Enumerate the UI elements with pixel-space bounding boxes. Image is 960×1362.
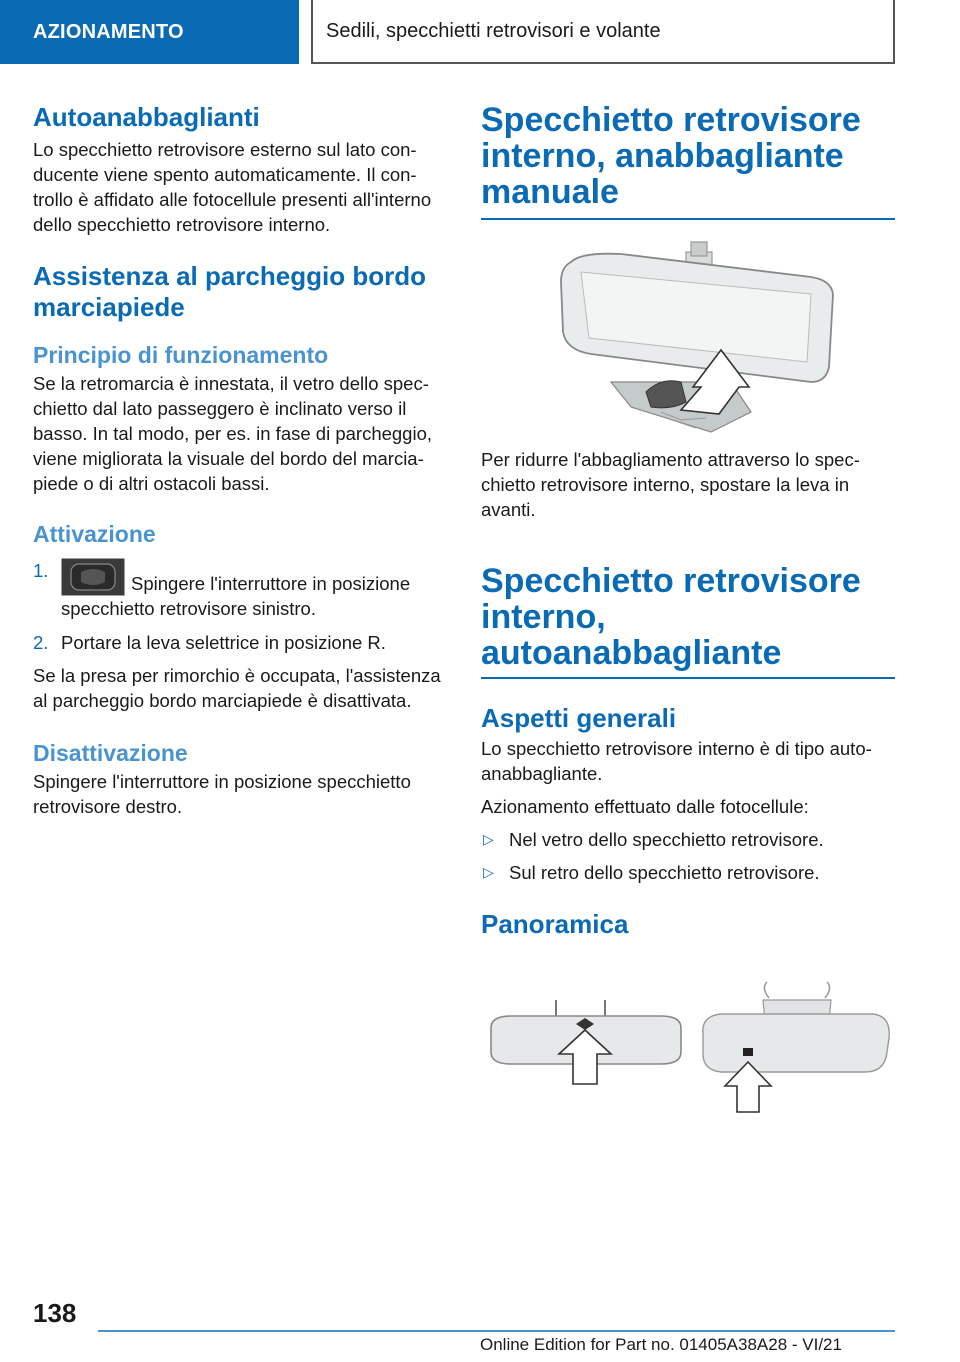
heading-principio: Principio di funzionamento bbox=[33, 342, 329, 368]
chapter-title: Sedili, specchietti retrovisori e volante bbox=[311, 0, 895, 64]
bullet-triangle-icon: ▷ bbox=[483, 864, 494, 880]
heading-assistenza: Assistenza al parcheggio bordo marciapiede bbox=[33, 261, 426, 322]
section-tab: AZIONAMENTO bbox=[0, 0, 299, 64]
list-item: ▷ Nel vetro dello specchietto retrovisore. bbox=[483, 829, 824, 850]
left-column bbox=[33, 102, 451, 819]
heading-attivazione: Attivazione bbox=[33, 521, 156, 547]
heading-auto: Specchietto retrovisore interno, autoanabbagliante bbox=[481, 562, 861, 672]
heading-rule bbox=[481, 677, 895, 679]
heading-aspetti: Aspetti generali bbox=[481, 703, 677, 733]
paragraph-principio: Se la retromarcia è innestata, il vetro dello spec- chietto dal lato passeggero è inclinato verso il basso. In tal modo, per es. in fase di parcheggio, viene migliorata la visuale del bordo del marcia- piede o di altri ostacoli bassi. bbox=[33, 373, 433, 494]
paragraph-attivazione-note: Se la presa per rimorchio è occupata, l'assistenza al parcheggio bordo marciapiede è disattivata. bbox=[33, 665, 441, 711]
paragraph-aspetti-intro: Azionamento effettuato dalle fotocellule: bbox=[481, 796, 809, 817]
heading-disattivazione: Disattivazione bbox=[33, 740, 188, 766]
manual-dimming-mirror-illustration bbox=[481, 232, 895, 437]
list-item: ▷ Sul retro dello specchietto retrovisore. bbox=[483, 862, 820, 883]
page-number: 138 bbox=[33, 1298, 77, 1328]
heading-manuale: Specchietto retrovisore interno, anabbagliante manuale bbox=[481, 101, 861, 211]
photocell-overview-illustration bbox=[481, 980, 895, 1120]
steps-list bbox=[33, 558, 451, 655]
bullet-triangle-icon: ▷ bbox=[483, 831, 494, 847]
footer-edition: Online Edition for Part no. 01405A38A28 - VI/21 bbox=[480, 1335, 842, 1354]
heading-autoanabbaglianti: Autoanabbaglianti bbox=[33, 102, 260, 132]
list-item: 1. Spingere l'interruttore in posizione specchietto retrovisore sinistro. bbox=[33, 560, 411, 619]
step-number: 1. bbox=[33, 560, 49, 581]
right-column bbox=[481, 102, 895, 1120]
paragraph-disattivazione: Spingere l'interruttore in posizione specchietto retrovisore destro. bbox=[33, 771, 411, 817]
list-item: 2. Portare la leva selettrice in posizione R. bbox=[33, 632, 386, 653]
heading-panoramica: Panoramica bbox=[481, 909, 629, 939]
paragraph-manuale: Per ridurre l'abbagliamento attraverso lo spec- chietto retrovisore interno, spostare la leva in avanti. bbox=[481, 449, 860, 520]
mirror-switch-icon bbox=[61, 558, 125, 596]
paragraph-aspetti: Lo specchietto retrovisore interno è di tipo auto- anabbagliante. bbox=[481, 738, 872, 784]
footer-rule bbox=[98, 1330, 895, 1332]
paragraph-autoanabbaglianti: Lo specchietto retrovisore esterno sul lato con- ducente viene spento automaticamente. Il con- trollo è affidato alle fotocellule presenti all'interno dello specchietto retrovisore interno. bbox=[33, 139, 432, 235]
step-number: 2. bbox=[33, 632, 49, 653]
heading-rule bbox=[481, 218, 895, 220]
